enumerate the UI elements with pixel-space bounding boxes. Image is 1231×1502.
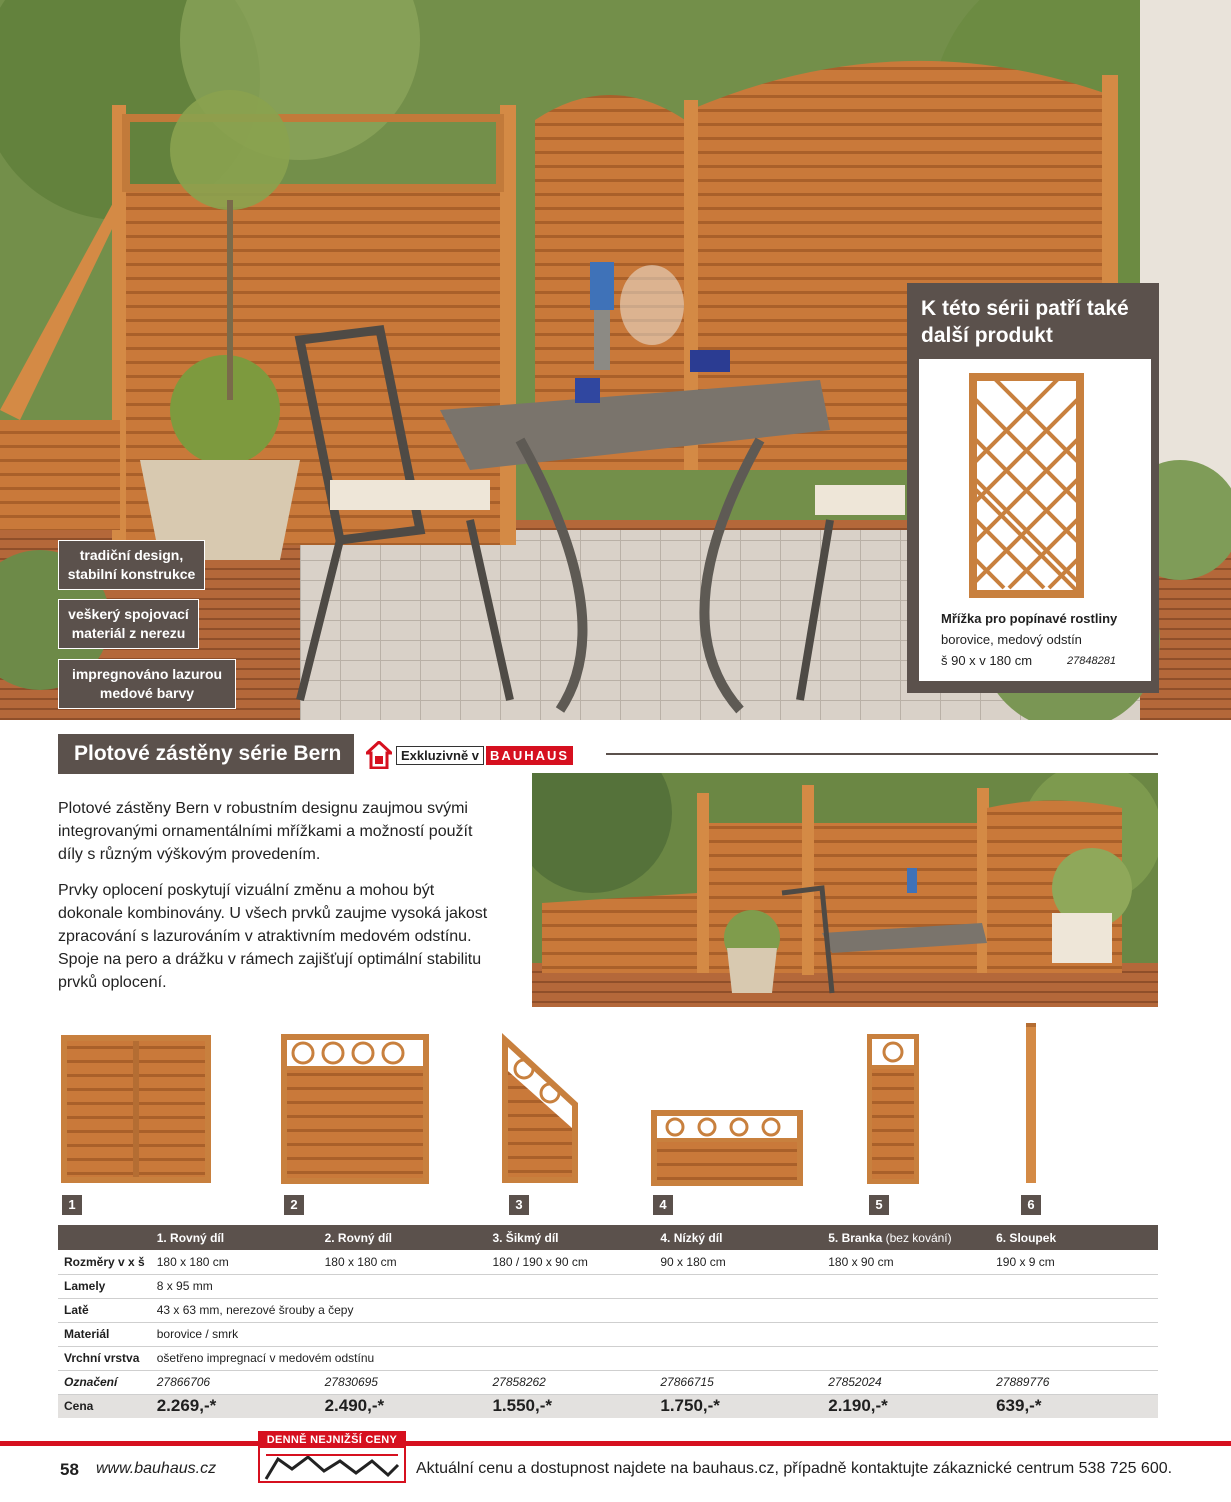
section-title: Plotové zástěny série Bern [58,734,354,774]
row-label: Latě [58,1298,151,1322]
lowest-prices-label: DENNĚ NEJNIŽŠÍ CENY [260,1433,404,1448]
garden-photo [532,773,1158,1007]
footer-note: Aktuální cenu a dostupnost najdete na bauhaus.cz, případně kontaktujte zákaznické centrum 538 725 600. [416,1460,1173,1477]
price-cell: 2.490,-* [319,1394,487,1418]
table-cell: 180 x 90 cm [822,1250,990,1274]
table-header-row [58,1225,1158,1250]
table-cell: 8 x 95 mm [151,1274,1158,1298]
table-header-empty [58,1225,151,1250]
table-cell: 27830695 [319,1370,487,1394]
lowest-prices-badge [258,1431,406,1483]
product-image-low-4 [651,1110,803,1186]
table-cell: borovice / smrk [151,1322,1158,1346]
brand-logo: BAUHAUS [486,746,573,765]
table-row-material [58,1322,1158,1346]
product-number-6: 6 [1021,1195,1041,1215]
table-header-3: 3. Šikmý díl [486,1225,654,1250]
table-cell: 90 x 180 cm [654,1250,822,1274]
row-label: Lamely [58,1274,151,1298]
price-cell: 1.550,-* [486,1394,654,1418]
related-product-box [907,283,1159,693]
table-row-codes [58,1370,1158,1394]
table-cell: 27889776 [990,1370,1158,1394]
table-cell: 27858262 [486,1370,654,1394]
table-row-finish [58,1346,1158,1370]
exclusive-label: Exkluzivně v [396,746,484,765]
table-header-6: 6. Sloupek [990,1225,1158,1250]
product-number-5: 5 [869,1195,889,1215]
row-label: Označení [58,1370,151,1394]
table-header-4: 4. Nízký díl [654,1225,822,1250]
table-header-5-note: (bez kování) [885,1230,952,1245]
table-cell: 180 x 180 cm [151,1250,319,1274]
product-number-2: 2 [284,1195,304,1215]
related-product-title: K této sérii patří také další produkt [921,297,1129,347]
hero-photo [0,0,1231,720]
feature-tag-design: tradiční design, stabilní konstrukce [58,540,205,590]
table-cell: 27866715 [654,1370,822,1394]
price-cell: 1.750,-* [654,1394,822,1418]
row-label: Materiál [58,1322,151,1346]
product-image-diagonal-3 [502,1033,578,1183]
table-cell: 27852024 [822,1370,990,1394]
bauhaus-house-icon [366,741,392,769]
price-trend-icon [264,1451,400,1481]
table-header-5-label: 5. Branka [828,1230,883,1245]
table-row-dimensions [58,1250,1158,1274]
page-number: 58 [60,1460,79,1479]
garden-illustration [532,773,1158,1007]
feature-tag-impregnation: impregnováno lazurou medové barvy [58,659,236,709]
table-cell: 27866706 [151,1370,319,1394]
row-label: Cena [58,1394,151,1418]
related-product-size: š 90 x v 180 cm [941,653,1033,668]
price-cell: 2.269,-* [151,1394,319,1418]
spec-table [58,1225,1158,1418]
product-image-straight-1 [61,1035,211,1183]
product-image-straight-2 [281,1034,429,1184]
price-cell: 2.190,-* [822,1394,990,1418]
exclusive-badge [366,740,573,770]
product-number-1: 1 [62,1195,82,1215]
related-product-code: 27848281 [1067,655,1116,667]
footer-divider [0,1441,1231,1446]
detail-paragraph: Prvky oplocení poskytují vizuální změnu a mohou být dokonale kombinovány. U všech prvků zaujme vysoká jakost zpracování s lazurováním v atraktivním medovém odstínu. Spoje na pero a drážku v rámech zajišťují optimální stabilitu prvků oplocení. [58,882,488,991]
related-product-desc: borovice, medový odstín [941,632,1082,647]
table-header-2: 2. Rovný díl [319,1225,487,1250]
table-row-slats [58,1274,1158,1298]
feature-tag-stainless: veškerý spojovací materiál z nerezu [58,599,199,649]
table-header-5 [822,1225,990,1250]
related-product-card[interactable] [919,359,1151,681]
product-image-post-6 [1024,1021,1038,1185]
table-cell: 190 x 9 cm [990,1250,1158,1274]
product-image-gate-5 [867,1034,919,1184]
table-cell: ošetřeno impregnací v medovém odstínu [151,1346,1158,1370]
product-number-4: 4 [653,1195,673,1215]
price-cell: 639,-* [990,1394,1158,1418]
row-label: Rozměry v x š [58,1250,151,1274]
table-row-battens [58,1298,1158,1322]
table-row-prices [58,1394,1158,1418]
table-cell: 43 x 63 mm, nerezové šrouby a čepy [151,1298,1158,1322]
website-link[interactable]: www.bauhaus.cz [96,1460,217,1477]
table-cell: 180 / 190 x 90 cm [486,1250,654,1274]
trellis-image [969,373,1084,598]
related-product-name: Mřížka pro popínavé rostliny [941,611,1118,626]
intro-paragraph: Plotové zástěny Bern v robustním designu zaujmou svými integrovanými ornamentálními mřížkami a možností použít díly s různým výškovým provedením. [58,800,473,863]
product-number-3: 3 [509,1195,529,1215]
row-label: Vrchní vrstva [58,1346,151,1370]
table-cell: 180 x 180 cm [319,1250,487,1274]
table-header-1: 1. Rovný díl [151,1225,319,1250]
section-divider [606,753,1158,755]
